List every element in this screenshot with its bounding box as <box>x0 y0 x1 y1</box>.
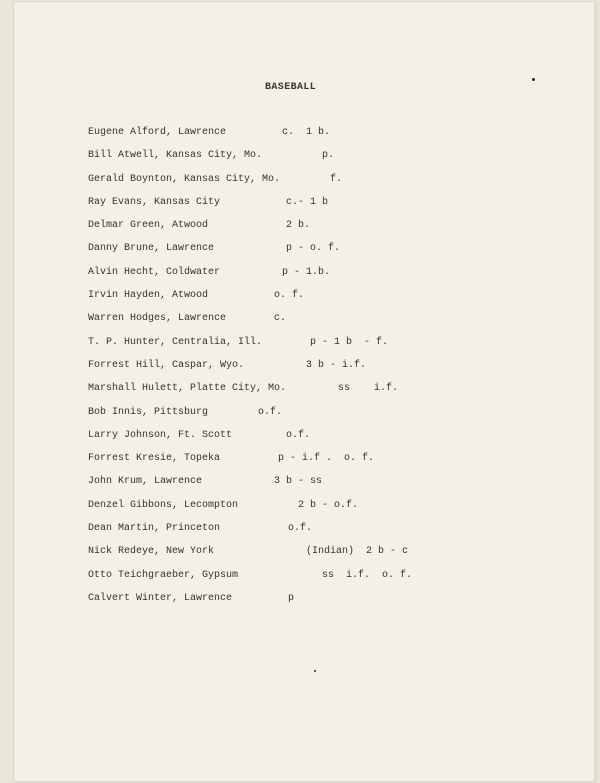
player-position: c. <box>274 313 287 325</box>
player-position: p - 1.b. <box>282 266 331 278</box>
player-row <box>88 197 588 220</box>
page-title: BASEBALL <box>265 82 317 93</box>
player-row <box>88 220 588 243</box>
player-roster <box>88 127 588 616</box>
player-name: Denzel Gibbons, Lecompton <box>88 499 239 511</box>
player-name: Eugene Alford, Lawrence <box>88 127 227 138</box>
player-name: Otto Teichgraeber, Gypsum <box>88 569 239 581</box>
player-name: Bob Innis, Pittsburg <box>88 406 209 418</box>
player-position: p. <box>322 150 335 162</box>
player-name: Bill Atwell, Kansas City, Mo. <box>88 150 263 162</box>
player-position: c. 1 b. <box>282 127 331 138</box>
player-row <box>88 174 588 197</box>
player-name: Warren Hodges, Lawrence <box>88 313 227 325</box>
player-row <box>88 500 588 523</box>
player-row <box>88 243 588 266</box>
ink-speck <box>532 78 535 81</box>
player-name: Larry Johnson, Ft. Scott <box>88 429 233 441</box>
ink-speck <box>314 670 316 672</box>
player-name: Ray Evans, Kansas City <box>88 196 221 208</box>
player-row <box>88 430 588 453</box>
player-row <box>88 523 588 546</box>
player-position: p - o. f. <box>286 243 341 255</box>
player-name: John Krum, Lawrence <box>88 476 203 488</box>
player-row <box>88 360 588 383</box>
player-row <box>88 337 588 360</box>
player-name: Alvin Hecht, Coldwater <box>88 266 221 278</box>
player-row <box>88 313 588 336</box>
player-position: ss i.f. <box>338 383 399 395</box>
player-row <box>88 407 588 430</box>
player-row <box>88 453 588 476</box>
player-row <box>88 476 588 499</box>
player-position: f. <box>330 173 343 185</box>
player-position: o.f. <box>286 429 311 441</box>
player-position: o. f. <box>274 290 305 302</box>
player-position: p <box>288 592 295 604</box>
player-name: Dean Martin, Princeton <box>88 523 221 535</box>
player-row <box>88 290 588 313</box>
player-name: Calvert Winter, Lawrence <box>88 592 233 604</box>
player-position: o.f. <box>288 523 313 535</box>
player-position: p - 1 b - f. <box>310 336 389 348</box>
player-position: 3 b - ss <box>274 476 323 488</box>
player-row <box>88 570 588 593</box>
player-position: 2 b. <box>286 220 311 232</box>
player-name: Forrest Kresie, Topeka <box>88 453 221 465</box>
player-row <box>88 150 588 173</box>
player-position: o.f. <box>258 406 283 418</box>
document-page <box>14 2 594 781</box>
player-position: c.- 1 b <box>286 196 329 208</box>
player-name: Gerald Boynton, Kansas City, Mo. <box>88 173 281 185</box>
player-position: 2 b - o.f. <box>298 499 359 511</box>
player-name: Irvin Hayden, Atwood <box>88 290 209 302</box>
player-name: Delmar Green, Atwood <box>88 220 209 232</box>
player-name: Nick Redeye, New York <box>88 546 215 558</box>
player-name: Danny Brune, Lawrence <box>88 243 215 255</box>
player-row <box>88 127 588 150</box>
player-position: 3 b - i.f. <box>306 359 367 371</box>
player-name: T. P. Hunter, Centralia, Ill. <box>88 336 263 348</box>
player-row <box>88 593 588 616</box>
player-position: p - i.f . o. f. <box>278 453 375 465</box>
player-name: Forrest Hill, Caspar, Wyo. <box>88 359 245 371</box>
player-row <box>88 546 588 569</box>
player-row <box>88 267 588 290</box>
player-row <box>88 383 588 406</box>
player-name: Marshall Hulett, Platte City, Mo. <box>88 383 287 395</box>
player-position: (Indian) 2 b - c <box>306 546 409 558</box>
player-position: ss i.f. o. f. <box>322 569 413 581</box>
